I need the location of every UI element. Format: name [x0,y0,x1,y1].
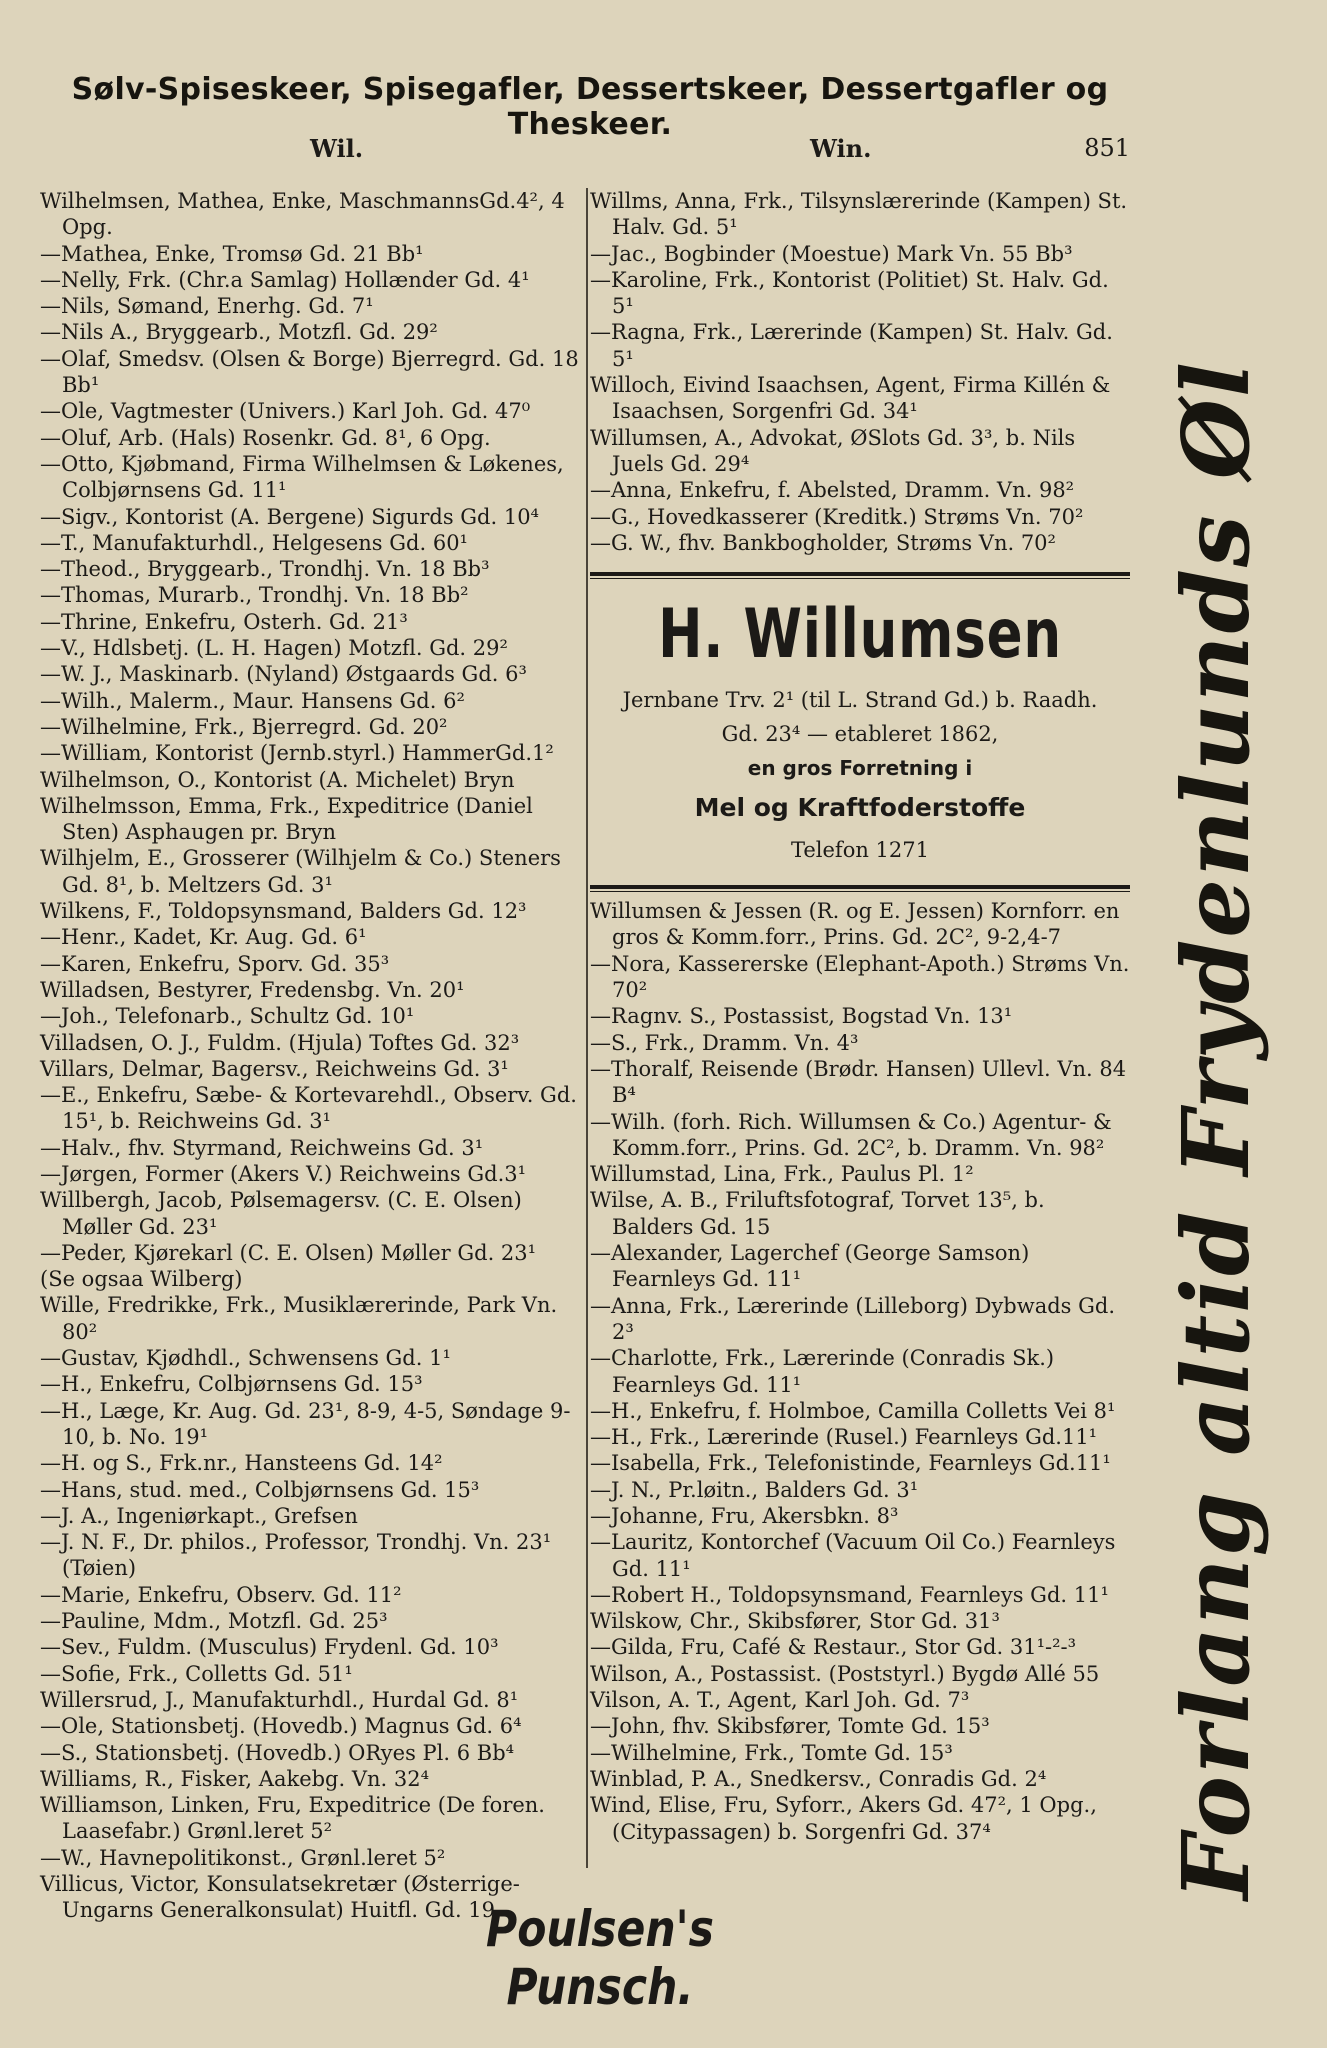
directory-entry: Winblad, P. A., Snedkersv., Conradis Gd. 2⁴ [590,1766,1047,1791]
directory-entry: —Nils A., Bryggearb., Motzfl. Gd. 29² [40,320,438,345]
directory-entry: —J. N. F., Dr. philos., Professor, Trondhj. Vn. 23¹ (Tøien) [40,1530,552,1581]
directory-entry: —Nora, Kassererske (Elephant-Apoth.) Strøms Vn. 70² [590,951,1130,1003]
directory-entry: —Nelly, Frk. (Chr.a Samlag) Hollænder Gd. 4¹ [40,267,530,292]
directory-entry: —J. A., Ingeniørkapt., Grefsen [40,1503,358,1528]
directory-entry: —Pauline, Mdm., Motzfl. Gd. 25³ [40,1609,388,1634]
directory-entry: Williams, R., Fisker, Aakebg. Vn. 32⁴ [40,1766,430,1791]
directory-entry: —Oluf, Arb. (Hals) Rosenkr. Gd. 8¹, 6 Opg. [40,425,491,450]
directory-entry: —G. W., fhv. Bankbogholder, Strøms Vn. 70² [590,530,1056,555]
directory-entry: Willumsen & Jessen (R. og E. Jessen) Kornforr. en gros & Komm.forr., Prins. Gd. 2C², 9-2,4-7 [590,899,1120,950]
directory-entry: —Jørgen, Former (Akers V.) Reichweins Gd.3¹ [40,1161,527,1186]
directory-entry: —H., Enkefru, Colbjørnsens Gd. 15³ [40,1372,423,1397]
directory-entry: —H., Enkefru, f. Holmboe, Camilla Colletts Vei 8¹ [590,1398,1116,1423]
directory-entry: —Lauritz, Kontorchef (Vacuum Oil Co.) Fearnleys Gd. 11¹ [590,1530,1116,1581]
directory-entry: —Sigv., Kontorist (A. Bergene) Sigurds Gd. 10⁴ [40,504,539,529]
directory-entry: —Joh., Telefonarb., Schultz Gd. 10¹ [40,1004,415,1029]
directory-entry: Vilson, A. T., Agent, Karl Joh. Gd. 7³ [590,1688,970,1713]
directory-entry: —Johanne, Fru, Akersbkn. 8³ [590,1503,899,1528]
directory-entry: Villicus, Victor, Konsulatsekretær (Østerrige-Ungarns Generalkonsulat) Huitfl. Gd. 19 [40,1872,520,1923]
directory-entry: —Hans, stud. med., Colbjørnsens Gd. 15³ [40,1477,480,1502]
directory-entry: —Nils, Sømand, Enerhg. Gd. 7¹ [40,294,374,319]
directory-entry: —Ole, Stationsbetj. (Hovedb.) Magnus Gd. 6⁴ [40,1714,522,1739]
directory-entry: —Anna, Frk., Lærerinde (Lilleborg) Dybwads Gd. 2³ [590,1293,1115,1344]
directory-entry: —Theod., Bryggearb., Trondhj. Vn. 18 Bb³ [40,557,490,582]
directory-entry: —Olaf, Smedsv. (Olsen & Borge) Bjerregrd. Gd. 18 Bb¹ [40,346,579,398]
directory-entry: Wilhelmsen, Mathea, Enke, MaschmannsGd.4², 4 Opg. [40,189,565,240]
ad-rule-bottom [590,885,1130,889]
directory-entry: —Anna, Enkefru, f. Abelsted, Dramm. Vn. 98² [590,478,1075,503]
header-left-key: Wil. [310,134,364,163]
directory-entry: Willumstad, Lina, Frk., Paulus Pl. 1² [590,1162,974,1187]
directory-entry: Williamson, Linken, Fru, Expeditrice (De foren. Laasefabr.) Grønl.leret 5² [40,1793,545,1844]
willumsen-advertisement [590,593,1130,869]
side-ad-text: Forlang altid Frydenlunds Øl [1162,360,1270,1900]
ad-title: H. Willumsen [658,595,1062,675]
right-column [590,188,1130,1845]
directory-entry: —W., Havnepolitikonst., Grønl.leret 5² [40,1845,446,1870]
directory-entry: Wilkens, F., Toldopsynsmand, Balders Gd. 12³ [40,899,527,924]
directory-entry: —Wilh. (forh. Rich. Willumsen & Co.) Agentur- & Komm.forr., Prins. Gd. 2C², b. Dramm. Vn. 98² [590,1109,1112,1160]
directory-entry: —G., Hovedkasserer (Kreditk.) Strøms Vn. 70² [590,504,1084,529]
directory-entry: —Jac., Bogbinder (Moestue) Mark Vn. 55 Bb³ [590,241,1073,266]
directory-entry: (Se ogsaa Wilberg) [40,1267,243,1292]
right-column-top-entries [590,188,1130,556]
directory-entry: —Ole, Vagtmester (Univers.) Karl Joh. Gd. 47⁰ [40,399,531,424]
right-column-bottom-entries [590,898,1130,1845]
directory-entry: —Robert H., Toldopsynsmand, Fearnleys Gd. 11¹ [590,1582,1109,1607]
directory-entry: —Ragnv. S., Postassist, Bogstad Vn. 13¹ [590,1004,1013,1029]
ad-rule-bottom-thin [590,891,1130,892]
directory-entry: Wilhelmson, O., Kontorist (A. Michelet) Bryn [40,767,515,792]
directory-entry: Villadsen, O. J., Fuldm. (Hjula) Toftes Gd. 32³ [40,1030,520,1055]
directory-entry: —Sofie, Frk., Colletts Gd. 51¹ [40,1661,353,1686]
directory-entry: —Sev., Fuldm. (Musculus) Frydenl. Gd. 10³ [40,1635,499,1660]
directory-entry: —T., Manufakturhdl., Helgesens Gd. 60¹ [40,530,468,555]
left-column [40,188,582,1924]
directory-entry: —William, Kontorist (Jernb.styrl.) HammerGd.1² [40,741,554,766]
ad-business-type: en gros Forretning i [747,756,973,781]
side-advertisement [1136,360,1296,1900]
directory-entry: —Henr., Kadet, Kr. Aug. Gd. 6¹ [40,925,367,950]
directory-entry: Wilskow, Chr., Skibsfører, Stor Gd. 31³ [590,1609,1000,1634]
directory-entry: —Gustav, Kjødhdl., Schwensens Gd. 1¹ [40,1346,451,1371]
directory-entry: —Thrine, Enkefru, Osterh. Gd. 21³ [40,609,408,634]
ad-telephone: Telefon 1271 [790,838,929,863]
directory-entry: —Otto, Kjøbmand, Firma Wilhelmsen & Løkenes, Colbjørnsens Gd. 11¹ [40,451,564,503]
directory-entry: —Halv., fhv. Styrmand, Reichweins Gd. 3¹ [40,1135,484,1160]
ad-address: Jernbane Trv. 2¹ (til L. Strand Gd.) b. Raadh. [622,688,1098,713]
directory-entry: —Thoralf, Reisende (Brødr. Hansen) Ullevl. Vn. 84 B⁴ [590,1056,1127,1108]
top-banner: Sølv-Spiseskeer, Spisegafler, Dessertskeer, Dessertgafler og Theskeer. [71,72,1109,142]
directory-entry: —Gilda, Fru, Café & Restaur., Stor Gd. 31¹-²-³ [590,1635,1077,1660]
ad-rule-top-thin [590,578,1130,579]
directory-entry: Villars, Delmar, Bagersv., Reichweins Gd. 3¹ [40,1056,509,1081]
directory-entry: —Isabella, Frk., Telefonistinde, Fearnleys Gd.11¹ [590,1451,1111,1476]
directory-entry: —John, fhv. Skibsfører, Tomte Gd. 15³ [590,1714,990,1739]
directory-entry: Willersrud, J., Manufakturhdl., Hurdal Gd. 8¹ [40,1687,519,1712]
directory-entry: —H., Frk., Lærerinde (Rusel.) Fearnleys Gd.11¹ [590,1425,1098,1450]
directory-entry: Wille, Fredrikke, Frk., Musiklærerinde, Park Vn. 80² [40,1293,558,1344]
page-number: 851 [1084,134,1130,162]
directory-entry: —H., Læge, Kr. Aug. Gd. 23¹, 8-9, 4-5, Søndage 9-10, b. No. 19¹ [40,1398,571,1449]
directory-entry: —Charlotte, Frk., Lærerinde (Conradis Sk.) Fearnleys Gd. 11¹ [590,1346,1055,1397]
directory-entry: —S., Stationsbetj. (Hovedb.) ORyes Pl. 6 Bb⁴ [40,1740,515,1765]
directory-entry: Wind, Elise, Fru, Syforr., Akers Gd. 47², 1 Opg., (Citypassagen) b. Sorgenfri Gd. 37⁴ [590,1793,1097,1844]
page-header [40,134,1130,168]
directory-entry: —W. J., Maskinarb. (Nyland) Østgaards Gd. 6³ [40,662,527,687]
directory-entry: —Peder, Kjørekarl (C. E. Olsen) Møller Gd. 23¹ [40,1240,537,1265]
ad-established: Gd. 23⁴ — etableret 1862, [721,722,999,747]
directory-entry: Wilhjelm, E., Grosserer (Wilhjelm & Co.) Steners Gd. 8¹, b. Meltzers Gd. 3¹ [40,846,561,897]
directory-entry: —Alexander, Lagerchef (George Samson) Fearnleys Gd. 11¹ [590,1241,1030,1292]
directory-entry: Willms, Anna, Frk., Tilsynslærerinde (Kampen) St. Halv. Gd. 5¹ [590,189,1128,240]
ad-rule-top [590,572,1130,576]
directory-entry: —S., Frk., Dramm. Vn. 4³ [590,1030,859,1055]
directory-entry: Willadsen, Bestyrer, Fredensbg. Vn. 20¹ [40,977,465,1002]
directory-entry: Willumsen, A., Advokat, ØSlots Gd. 3³, b. Nils Juels Gd. 29⁴ [590,425,1076,476]
bottom-advertisement: Poulsen's Punsch. [486,1900,714,2016]
column-divider [586,188,588,1868]
directory-entry: —V., Hdlsbetj. (L. H. Hagen) Motzfl. Gd. 29² [40,636,508,661]
directory-entry: —Ragna, Frk., Lærerinde (Kampen) St. Halv. Gd. 5¹ [590,320,1113,371]
directory-entry: Wilson, A., Postassist. (Poststyrl.) Bygdø Allé 55 [590,1661,1100,1686]
directory-entry: Willbergh, Jacob, Pølsemagersv. (C. E. Olsen) Møller Gd. 23¹ [40,1188,522,1239]
directory-entry: —Thomas, Murarb., Trondhj. Vn. 18 Bb² [40,583,469,608]
directory-entry: —Marie, Enkefru, Observ. Gd. 11² [40,1582,402,1607]
directory-entry: Wilse, A. B., Friluftsfotograf, Torvet 13⁵, b. Balders Gd. 15 [590,1188,1045,1239]
directory-entry: —E., Enkefru, Sæbe- & Kortevarehdl., Observ. Gd. 15¹, b. Reichweins Gd. 3¹ [40,1083,577,1134]
directory-entry: —Karen, Enkefru, Sporv. Gd. 35³ [40,951,390,976]
directory-entry: —Wilhelmine, Frk., Bjerregrd. Gd. 20² [40,714,448,739]
directory-entry: —Karoline, Frk., Kontorist (Politiet) St. Halv. Gd. 5¹ [590,267,1109,319]
header-right-key: Win. [810,134,872,163]
ad-goods: Mel og Kraftfoderstoffe [694,793,1026,823]
directory-entry: —H. og S., Frk.nr., Hansteens Gd. 14² [40,1451,443,1476]
directory-entry: —J. N., Pr.løitn., Balders Gd. 3¹ [590,1477,919,1502]
directory-entry: —Mathea, Enke, Tromsø Gd. 21 Bb¹ [40,241,424,266]
directory-entry: —Wilhelmine, Frk., Tomte Gd. 15³ [590,1740,953,1765]
directory-entry: Wilhelmsson, Emma, Frk., Expeditrice (Daniel Sten) Asphaugen pr. Bryn [40,793,533,845]
directory-entry: —Wilh., Malerm., Maur. Hansens Gd. 6² [40,688,465,713]
directory-entry: Willoch, Eivind Isaachsen, Agent, Firma Killén & Isaachsen, Sorgenfri Gd. 34¹ [590,373,1111,424]
